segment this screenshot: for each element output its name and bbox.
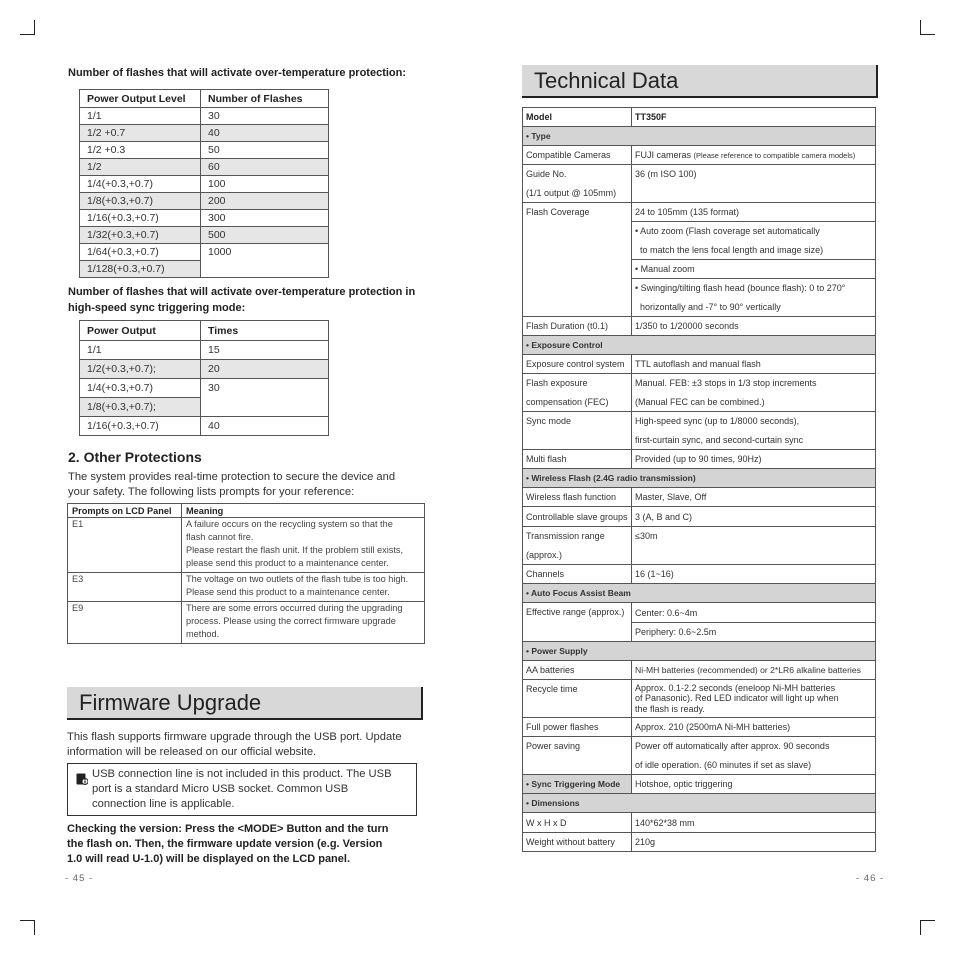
text-line: The voltage on two outlets of the flash tube is too high. <box>186 574 409 584</box>
text-line: (1/1 output @ 105mm) <box>526 187 617 198</box>
section-label: • Wireless Flash (2.4G radio transmission) <box>523 469 876 488</box>
spec-value <box>632 222 876 260</box>
table-row <box>523 603 876 623</box>
table-row <box>80 210 329 227</box>
section-label: • Power Supply <box>523 642 876 661</box>
text-line: Transmission range <box>526 530 605 541</box>
table-row <box>80 360 329 379</box>
column-header: Power Output Level <box>80 90 201 108</box>
spec-label: Exposure control system <box>523 355 632 374</box>
spec-value: Periphery: 0.6~2.5m <box>632 623 876 642</box>
spec-label: Weight without battery <box>523 833 632 852</box>
spec-label: Model <box>523 108 632 127</box>
table-cell: 30 <box>201 379 329 417</box>
spec-value: 3 (A, B and C) <box>632 507 876 527</box>
table-row <box>80 379 329 398</box>
text-line: (Manual FEC can be combined.) <box>635 396 765 407</box>
spec-value: Master, Slave, Off <box>632 488 876 507</box>
table-row <box>523 527 876 565</box>
table-cell: 1/4(+0.3,+0.7) <box>80 176 201 193</box>
column-header: Number of Flashes <box>201 90 329 108</box>
table-cell: 1/8(+0.3,+0.7); <box>80 398 201 417</box>
table-cell: 50 <box>201 142 329 159</box>
spec-label <box>523 165 632 203</box>
table-row <box>523 833 876 852</box>
section-label: • Type <box>523 127 876 146</box>
table-row <box>523 374 876 412</box>
table-cell: 60 <box>201 159 329 176</box>
table-row <box>68 518 425 573</box>
table-row <box>80 193 329 210</box>
column-header: Prompts on LCD Panel <box>68 504 182 518</box>
text-line: of idle operation. (60 minutes if set as slave) <box>635 759 812 770</box>
spec-value <box>632 412 876 450</box>
section-label: • Sync Triggering Mode <box>523 775 632 794</box>
spec-value: Hotshoe, optic triggering <box>632 775 876 794</box>
overtemp-heading: Number of flashes that will activate over-temperature protection: <box>68 67 407 79</box>
technical-data-title: Technical Data <box>522 65 878 98</box>
text-line: horizontally and -7° to 90° vertically <box>640 301 781 312</box>
section-label: • Dimensions <box>523 794 876 813</box>
table-header-row <box>68 504 425 518</box>
text-line: flash cannot fire. <box>186 532 254 542</box>
text-line: Please send this product to a maintenance center. <box>186 587 390 597</box>
spec-label: Power saving <box>523 737 632 775</box>
spec-label: Controllable slave groups <box>523 507 632 527</box>
text-line: There are some errors occurred during the upgrading <box>186 603 403 613</box>
crop-mark-top-right <box>920 20 935 35</box>
table-row <box>523 355 876 374</box>
spec-value: 1/350 to 1/20000 seconds <box>632 317 876 336</box>
table-cell: 1/2(+0.3,+0.7); <box>80 360 201 379</box>
hss-heading-line: high-speed sync triggering mode: <box>68 302 246 314</box>
table-row <box>523 680 876 718</box>
section-row <box>523 469 876 488</box>
column-header: Times <box>201 321 329 341</box>
spec-value: 210g <box>632 833 876 852</box>
table-cell: 1/128(+0.3,+0.7) <box>80 261 201 278</box>
table-cell: 1/1 <box>80 108 201 125</box>
table-row <box>523 412 876 450</box>
text-line: (approx.) <box>526 549 563 560</box>
page-number-right: - 46 - <box>856 873 885 884</box>
text-line: the flash is ready. <box>635 703 705 714</box>
table-cell: 1/8(+0.3,+0.7) <box>80 193 201 210</box>
table-row <box>523 146 876 165</box>
spec-label: Full power flashes <box>523 718 632 737</box>
table-cell: 30 <box>201 108 329 125</box>
spec-value: Ni-MH batteries (recommended) or 2*LR6 alkaline batteries <box>632 661 876 680</box>
table-header-row <box>80 321 329 341</box>
table-row <box>80 417 329 436</box>
text-line: Flash exposure <box>526 377 588 388</box>
spec-label <box>523 374 632 412</box>
prompt-code: E1 <box>68 518 182 573</box>
spec-value: Provided (up to 90 times, 90Hz) <box>632 450 876 469</box>
spec-label: Recycle time <box>523 680 632 718</box>
text-line: information will be released on our official website. <box>67 746 317 758</box>
table-cell: 1/16(+0.3,+0.7) <box>80 210 201 227</box>
table-row <box>523 450 876 469</box>
text-line: Guide No. <box>526 168 567 179</box>
table-row <box>80 125 329 142</box>
spec-value: • Manual zoom <box>632 260 876 279</box>
hss-heading <box>68 284 415 316</box>
text-line: 1.0 will read U-1.0) will be displayed on the LCD panel. <box>67 853 351 865</box>
table-row <box>80 227 329 244</box>
crop-mark-bottom-right <box>920 920 935 935</box>
crop-mark-bottom-left <box>20 920 35 935</box>
spec-label: Channels <box>523 565 632 584</box>
table-cell: 1/2 +0.7 <box>80 125 201 142</box>
spec-value <box>632 279 876 317</box>
table-cell: 40 <box>201 417 329 436</box>
usb-note-box <box>67 763 417 816</box>
text-line: please send this product to a maintenance center. <box>186 558 389 568</box>
table-row <box>80 108 329 125</box>
spec-label: Effective range (approx.) <box>523 603 632 642</box>
technical-data-table <box>522 107 876 852</box>
table-row <box>523 203 876 222</box>
table-row <box>523 775 876 794</box>
note-icon <box>76 772 88 784</box>
table-cell: 300 <box>201 210 329 227</box>
other-protections-text <box>68 470 395 500</box>
text-line: the flash on. Then, the firmware update version (e.g. Version <box>67 838 383 850</box>
spec-label: Wireless flash function <box>523 488 632 507</box>
column-header: Power Output <box>80 321 201 341</box>
spec-label <box>523 527 632 565</box>
table-cell: 15 <box>201 341 329 360</box>
table-cell: 500 <box>201 227 329 244</box>
text-line: Please restart the flash unit. If the problem still exists, <box>186 545 404 555</box>
section-label: • Auto Focus Assist Beam <box>523 584 876 603</box>
spec-label: Compatible Cameras <box>523 146 632 165</box>
table-row <box>80 176 329 193</box>
table-cell: 200 <box>201 193 329 210</box>
column-header: Meaning <box>182 504 425 518</box>
text-line: USB connection line is not included in this product. The USB <box>92 768 392 780</box>
text-line: your safety. The following lists prompts for your reference: <box>68 486 355 498</box>
text-line: compensation (FEC) <box>526 396 609 407</box>
prompt-meaning <box>182 602 425 644</box>
section-row <box>523 127 876 146</box>
section-row <box>523 336 876 355</box>
table-cell: 1/16(+0.3,+0.7) <box>80 417 201 436</box>
section-row <box>523 584 876 603</box>
section-row <box>523 794 876 813</box>
table-cell: 20 <box>201 360 329 379</box>
usb-note-text <box>92 767 392 812</box>
table-cell: 1/2 +0.3 <box>80 142 201 159</box>
text-line: to match the lens focal length and image size) <box>640 244 824 255</box>
text-line: This flash supports firmware upgrade through the USB port. Update <box>67 731 402 743</box>
text-line: • Auto zoom (Flash coverage set automatically <box>635 225 820 236</box>
text-line: method. <box>186 629 220 639</box>
section-label: • Exposure Control <box>523 336 876 355</box>
text-line: • Swinging/tilting flash head (bounce flash): 0 to 270° <box>635 282 846 293</box>
table-cell: 100 <box>201 176 329 193</box>
table-cell: 1/2 <box>80 159 201 176</box>
table-row <box>80 244 329 261</box>
prompt-meaning <box>182 518 425 573</box>
other-protections-title: 2. Other Protections <box>68 449 202 465</box>
page-number-left: - 45 - <box>65 873 94 884</box>
spec-value: TT350F <box>632 108 876 127</box>
spec-value: ≤30m <box>632 527 876 565</box>
section-row <box>523 642 876 661</box>
text-line: connection line is applicable. <box>92 798 235 810</box>
firmware-text <box>67 730 402 760</box>
text-line: Power off automatically after approx. 90 seconds <box>635 740 830 751</box>
spec-label: Flash Duration (t0.1) <box>523 317 632 336</box>
prompt-code: E3 <box>68 573 182 602</box>
spec-value: 36 (m ISO 100) <box>632 165 876 203</box>
text-line: Checking the version: Press the <MODE> Button and the turn <box>67 823 389 835</box>
table-row <box>68 573 425 602</box>
spec-value: Approx. 210 (2500mA Ni-MH batteries) <box>632 718 876 737</box>
spec-label: Multi flash <box>523 450 632 469</box>
hss-heading-line: Number of flashes that will activate over-temperature protection in <box>68 286 416 298</box>
text-line: Approx. 0.1-2.2 seconds (eneloop Ni-MH batteries <box>635 682 836 693</box>
prompt-code: E9 <box>68 602 182 644</box>
table-row <box>523 108 876 127</box>
table-row <box>523 813 876 833</box>
table-cell: 40 <box>201 125 329 142</box>
hss-table <box>79 320 329 436</box>
table-cell: 1/1 <box>80 341 201 360</box>
table-row <box>80 142 329 159</box>
table-row <box>523 737 876 775</box>
spec-value: 140*62*38 mm <box>632 813 876 833</box>
table-row <box>68 602 425 644</box>
table-cell: 1000 <box>201 244 329 278</box>
table-row <box>80 159 329 176</box>
firmware-upgrade-title: Firmware Upgrade <box>67 687 423 720</box>
table-row <box>523 488 876 507</box>
spec-value-main: FUJI cameras <box>635 150 694 160</box>
spec-value <box>632 374 876 412</box>
spec-label: AA batteries <box>523 661 632 680</box>
table-cell: 1/4(+0.3,+0.7) <box>80 379 201 398</box>
table-row <box>523 661 876 680</box>
text-line: process. Please using the correct firmware upgrade <box>186 616 396 626</box>
spec-value: TTL autoflash and manual flash <box>632 355 876 374</box>
lcd-prompts-table <box>67 503 425 644</box>
text-line: High-speed sync (up to 1/8000 seconds), <box>635 415 800 426</box>
spec-value: 24 to 105mm (135 format) <box>632 203 876 222</box>
overtemp-table <box>79 89 329 278</box>
text-line: The system provides real-time protection to secure the device and <box>68 471 396 483</box>
spec-value: 16 (1~16) <box>632 565 876 584</box>
text-line: of Panasonic). Red LED indicator will light up when <box>635 693 839 704</box>
text-line: Manual. FEB: ±3 stops in 1/3 stop increments <box>635 377 817 388</box>
table-header-row <box>80 90 329 108</box>
table-row <box>523 565 876 584</box>
spec-value <box>632 680 876 718</box>
text-line: A failure occurs on the recycling system so that the <box>186 519 393 529</box>
table-cell: 1/32(+0.3,+0.7) <box>80 227 201 244</box>
table-row <box>523 317 876 336</box>
text-line: port is a standard Micro USB socket. Common USB <box>92 783 349 795</box>
text-line: first-curtain sync, and second-curtain sync <box>635 434 804 445</box>
table-row <box>523 507 876 527</box>
spec-label: Sync mode <box>523 412 632 450</box>
spec-label: Flash Coverage <box>523 203 632 317</box>
table-cell: 1/64(+0.3,+0.7) <box>80 244 201 261</box>
table-row <box>523 165 876 203</box>
spec-value: Center: 0.6~4m <box>632 603 876 623</box>
spec-value <box>632 737 876 775</box>
spec-value <box>632 146 876 165</box>
crop-mark-top-left <box>20 20 35 35</box>
table-row <box>80 341 329 360</box>
spec-label: W x H x D <box>523 813 632 833</box>
prompt-meaning <box>182 573 425 602</box>
table-row <box>523 718 876 737</box>
spec-value-note: (Please reference to compatible camera models) <box>693 151 856 160</box>
check-version-text <box>67 822 389 867</box>
